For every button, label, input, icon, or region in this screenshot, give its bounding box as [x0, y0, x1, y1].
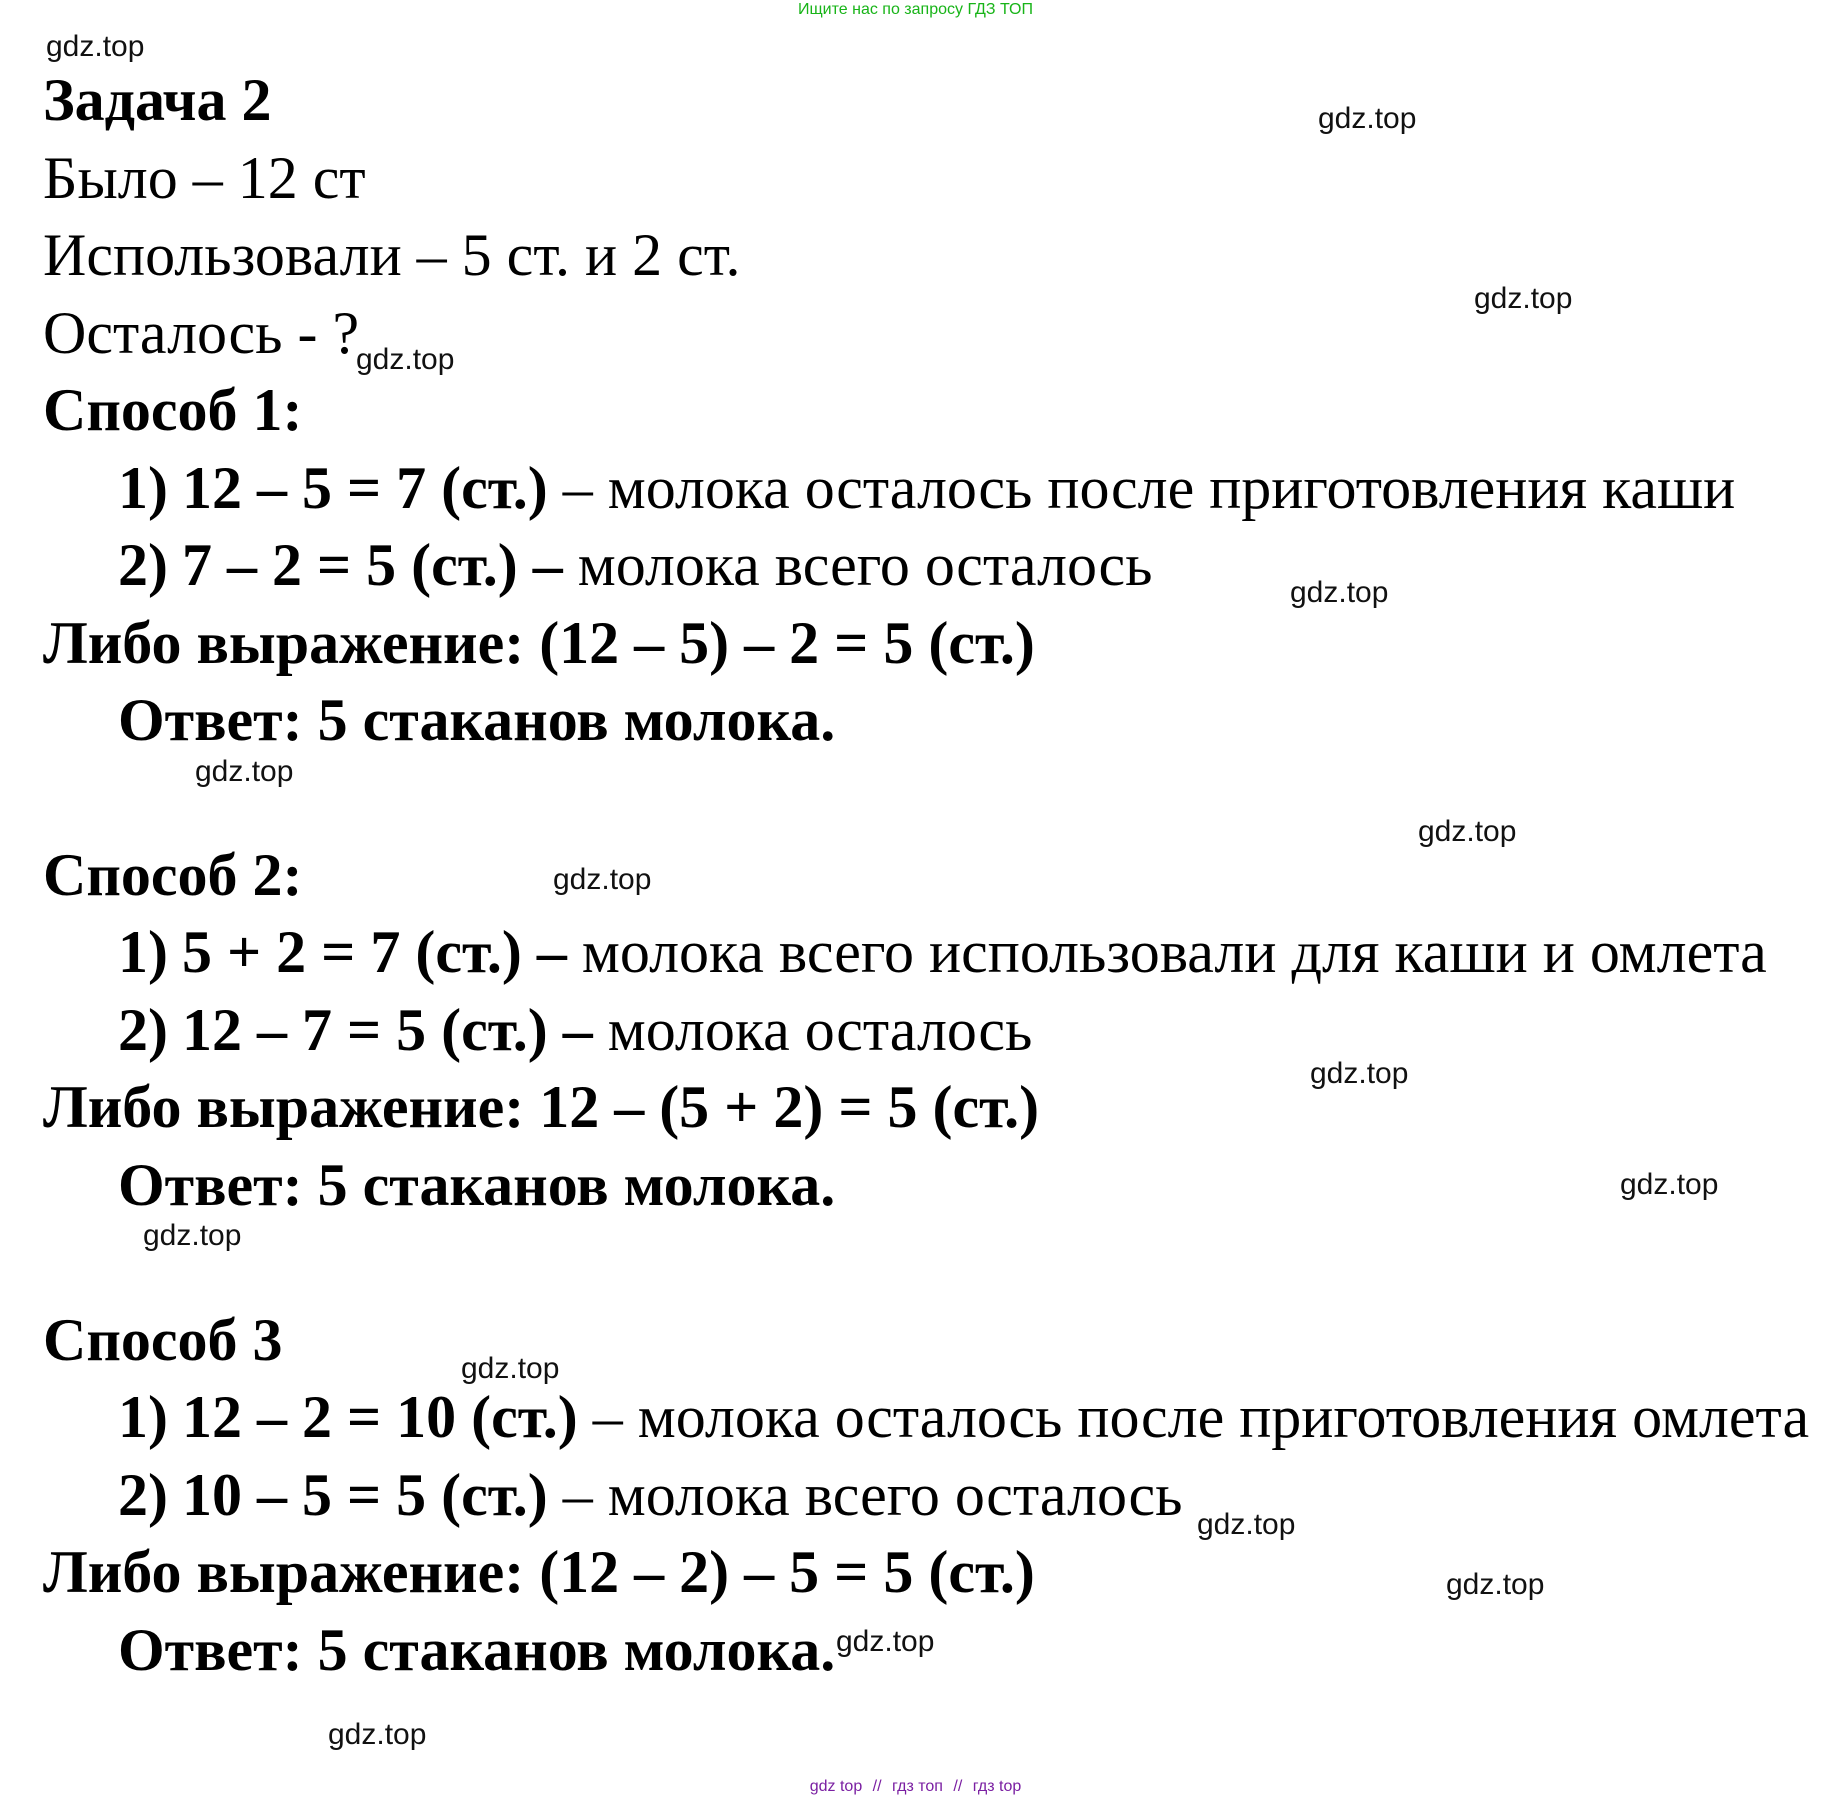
- method-3-step-1: [118, 1384, 1810, 1450]
- method-2-step-1: [118, 919, 1767, 985]
- method-3-title: Способ 3: [43, 1307, 283, 1373]
- step-number: 1): [118, 1384, 168, 1450]
- step-expression: 7 – 2 = 5 (ст.) –: [181, 532, 563, 598]
- watermark: gdz.top: [1310, 1057, 1409, 1090]
- watermark: gdz.top: [328, 1718, 427, 1751]
- watermark: gdz.top: [1418, 815, 1517, 848]
- method-2-expression: Либо выражение: 12 – (5 + 2) = 5 (ст.): [43, 1074, 1040, 1140]
- step-description: молока всего использовали для каши и омлета: [566, 919, 1767, 985]
- watermark: gdz.top: [46, 30, 145, 63]
- condition-used: Использовали – 5 ст. и 2 ст.: [43, 222, 741, 288]
- step-description: – молока осталось после приготовления омлета: [577, 1384, 1810, 1450]
- bottom-banner-part-3: гдз top: [972, 1778, 1022, 1795]
- watermark: gdz.top: [461, 1352, 560, 1385]
- watermark: gdz.top: [1620, 1168, 1719, 1201]
- method-3-expression: Либо выражение: (12 – 2) – 5 = 5 (ст.): [43, 1539, 1035, 1605]
- watermark: gdz.top: [1446, 1568, 1545, 1601]
- condition-left: Осталось - ?: [43, 300, 360, 366]
- top-banner-text: Ищите нас по запросу ГДЗ ТОП: [798, 1, 1033, 18]
- bottom-banner: [0, 1778, 1831, 1796]
- step-number: 2): [118, 532, 168, 598]
- step-expression: 10 – 5 = 5 (ст.): [181, 1462, 548, 1528]
- bottom-banner-part-2: гдз топ: [892, 1778, 943, 1795]
- method-1-step-2: [118, 532, 1153, 598]
- watermark: gdz.top: [143, 1219, 242, 1252]
- method-2-title: Способ 2:: [43, 842, 303, 908]
- step-description: – молока всего осталось: [547, 1462, 1183, 1528]
- step-expression: 12 – 5 = 7 (ст.): [181, 455, 548, 521]
- step-number: 2): [118, 1462, 168, 1528]
- top-banner: [0, 1, 1831, 19]
- watermark: gdz.top: [1197, 1508, 1296, 1541]
- watermark: gdz.top: [1474, 282, 1573, 315]
- step-expression: 12 – 7 = 5 (ст.) –: [181, 997, 593, 1063]
- method-3-step-2: [118, 1462, 1183, 1528]
- watermark: gdz.top: [356, 343, 455, 376]
- step-number: 2): [118, 997, 168, 1063]
- watermark: gdz.top: [195, 755, 294, 788]
- watermark: gdz.top: [836, 1625, 935, 1658]
- step-description: молока осталось: [592, 997, 1033, 1063]
- watermark: gdz.top: [553, 863, 652, 896]
- step-description: – молока осталось после приготовления каши: [547, 455, 1736, 521]
- step-description: молока всего осталось: [562, 532, 1153, 598]
- step-expression: 5 + 2 = 7 (ст.) –: [181, 919, 567, 985]
- bottom-banner-separator: //: [872, 1778, 882, 1795]
- task-title: Задача 2: [43, 67, 272, 133]
- method-1-expression: Либо выражение: (12 – 5) – 2 = 5 (ст.): [43, 610, 1035, 676]
- method-1-title: Способ 1:: [43, 377, 303, 443]
- condition-was: Было – 12 ст: [43, 145, 366, 211]
- watermark: gdz.top: [1290, 576, 1389, 609]
- bottom-banner-part-1: gdz top: [809, 1778, 863, 1795]
- method-1-step-1: [118, 455, 1736, 521]
- method-2-step-2: [118, 997, 1033, 1063]
- step-number: 1): [118, 919, 168, 985]
- bottom-banner-separator: //: [953, 1778, 963, 1795]
- step-expression: 12 – 2 = 10 (ст.): [181, 1384, 578, 1450]
- step-number: 1): [118, 455, 168, 521]
- method-2-answer: Ответ: 5 стаканов молока.: [118, 1152, 836, 1218]
- method-3-answer: Ответ: 5 стаканов молока.: [118, 1617, 836, 1683]
- method-1-answer: Ответ: 5 стаканов молока.: [118, 687, 836, 753]
- watermark: gdz.top: [1318, 102, 1417, 135]
